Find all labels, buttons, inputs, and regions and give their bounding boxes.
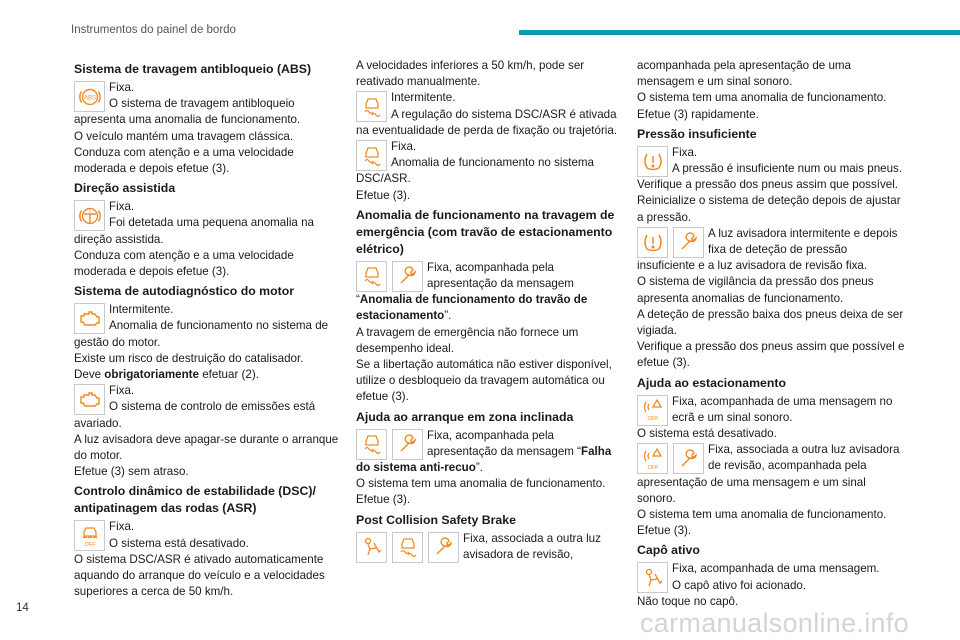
column-2: A velocidades inferiores a 50 km/h, pode ser reativado manualmente. Intermitente. A regulação do sistema DSC/ASR é ativada na eventualidade de perda de fixação ou trajetória. Fixa. Anomalia de funcionamento no sistema DSC/ASR. Efetue (3). Anomalia de funcionamento na travagem de emergência (com travão de estacionamento elétrico) Fixa, acompanhada pela apresentação da mensagem “Anomalia de funcionamento do travão de estacionamento”. A travagem de emergência não fornece um desempenho ideal. Se a libertação automática não estiver disponível, utilize o desbloqueio da travagem automática ou efetue (3). Ajuda ao arranque em zona inclinada Fixa, acompanhada pela apresentação da mensagem “Falha do sistema anti-recuo”. O sistema tem uma anomalia de funcionamento. Efetue (3). Post Collision Safety Brake Fixa, associada a outra luz avisadora de revisão,: [356, 58, 618, 563]
dsc-skid-icon: [356, 429, 387, 460]
person-brake-icon: [356, 532, 387, 563]
heading-dsc: Controlo dinâmico de estabilidade (DSC)/ antipatinagem das rodas (ASR): [74, 484, 316, 516]
heading-abs: Sistema de travagem antibloqueio (ABS): [74, 62, 312, 76]
entry-hill-start: Fixa, acompanhada pela apresentação da mensagem “Falha: [356, 428, 618, 460]
wrench-service-icon: [428, 532, 459, 563]
park-assist-off-icon: [637, 395, 668, 426]
heading-park-assist: Ajuda ao estacionamento: [637, 375, 786, 390]
abs-warning-icon: [74, 81, 105, 112]
entry-dsc-fault: Fixa. Anomalia de funcionamento no sistema: [356, 139, 618, 171]
entry-engine-flashing: Intermitente. Anomalia de funcionamento no sistema de: [74, 302, 342, 334]
entry-abs: Fixa. O sistema de travagem antibloqueio: [74, 80, 342, 112]
abs-description: apresenta uma anomalia de funcionamento. O veículo mantém uma travagem clássica. Conduza com atenção e a uma velocidade moderada e depois efetue (3).: [74, 113, 301, 176]
wrench-service-icon: [392, 261, 423, 292]
entry-post-collision: Fixa, associada a outra luz avisadora de revisão,: [356, 531, 618, 563]
dsc-skid-icon: [356, 261, 387, 292]
wrench-service-icon: [673, 227, 704, 258]
entry-active-hood: Fixa, acompanhada de uma mensagem. O capô ativo foi acionado.: [637, 561, 905, 593]
dsc-off-icon: [74, 520, 105, 551]
heading-engine-diagnosis: Sistema de autodiagnóstico do motor: [74, 284, 294, 299]
power-steering-warning-icon: [74, 200, 105, 231]
entry-dsc-off: Fixa. O sistema está desativado.: [74, 519, 342, 551]
entry-park-fault: Fixa, associada a outra luz avisadora de revisão, acompanhada pela: [637, 442, 905, 474]
running-header: Instrumentos do painel de bordo: [71, 24, 236, 36]
dsc-skid-icon: [356, 91, 387, 122]
entry-engine-fixed: Fixa. O sistema de controlo de emissões está: [74, 383, 342, 415]
tyre-pressure-icon: [637, 146, 668, 177]
wrench-service-icon: [392, 429, 423, 460]
heading-active-hood: Capô ativo: [637, 543, 700, 558]
entry-park-off: Fixa, acompanhada de uma mensagem no ecrã e um sinal sonoro.: [637, 394, 905, 426]
dsc-skid-icon: [356, 140, 387, 171]
page-number: 14: [16, 602, 29, 614]
column-3: acompanhada pela apresentação de uma mensagem e um sinal sonoro. O sistema tem uma anomalia de funcionamento. Efetue (3) rapidamente. Pressão insuficiente Fixa. A pressão é insuficiente num ou mais pneus. Verifique a pressão dos pneus assim que possível. Reinicialize o sistema de deteção depois de ajustar a pressão. A luz avisadora intermitente e depois fixa de deteção de pressão insuficiente e a luz avisadora de revisão fixa. O sistema de vigilância da pressão dos pneus apresenta anomalias de funcionamento. A deteção de pressão baixa dos pneus deixa de ser vigiada. Verifique a pressão dos pneus assim que possível e efetue (3). Ajuda ao estacionamento Fixa, acompanhada de uma mensagem no ecrã e um sinal sonoro. O sistema está desativado. Fixa, associada a outra luz avisadora de revisão, acompanhada pela apresentação de uma mensagem e um sinal sonoro. O sistema tem uma anomalia de funcionamento. Efetue (3). Capô ativo Fixa, acompanhada de uma mensagem. O capô ativo foi acionado. Não toque no capô.: [637, 59, 905, 608]
entry-steering: Fixa. Foi detetada uma pequena anomalia na: [74, 199, 342, 231]
header-accent-bar: [519, 30, 960, 35]
entry-dsc-flashing: Intermitente. A regulação do sistema DSC/ASR é ativada: [356, 90, 618, 122]
entry-emergency-brake: Fixa, acompanhada pela apresentação da mensagem: [356, 260, 618, 292]
column-1: Sistema de travagem antibloqueio (ABS) Fixa. O sistema de travagem antibloqueio apresenta uma anomalia de funcionamento. O veículo mantém uma travagem clássica. Conduza com atenção e a uma velocidade moderada e depois efetue (3). Direção assistida Fixa. Foi detetada uma pequena anomalia na direção assistida. Conduza com atenção e a uma velocidade moderada e depois efetue (3). Sistema de autodiagnóstico do motor Intermitente. Anomalia de funcionamento no sistema de gestão do motor. Existe um risco de destruição do catalisador. Deve obrigatoriamente efetuar (2). Fixa. O sistema de controlo de emissões está avariado. A luz avisadora deve apagar-se durante o arranque do motor. Efetue (3) sem atraso. Controlo dinâmico de estabilidade (DSC)/ antipatinagem das rodas (ASR) Fixa. O sistema está desativado. O sistema DSC/ASR é ativado automaticamente aquando do arranque do veículo e a velocidades superiores a cerca de 50 km/h.: [74, 58, 342, 600]
heading-hill-start: Ajuda ao arranque em zona inclinada: [356, 409, 574, 424]
wrench-service-icon: [673, 443, 704, 474]
engine-warning-icon: [74, 384, 105, 415]
park-assist-off-icon: [637, 443, 668, 474]
engine-warning-icon: [74, 303, 105, 334]
entry-tyre-pressure: Fixa. A pressão é insuficiente num ou mais pneus.: [637, 145, 905, 177]
steering-description: direção assistida. Conduza com atenção e a uma velocidade moderada e depois efetue (3).: [74, 232, 294, 279]
heading-emergency-brake: Anomalia de funcionamento na travagem de emergência (com travão de estacionamento elétrico): [356, 207, 615, 256]
dsc-skid-icon: [392, 532, 423, 563]
pedestrian-hood-icon: [637, 562, 668, 593]
entry-tyre-fault: A luz avisadora intermitente e depois fixa de deteção de pressão: [637, 226, 905, 258]
watermark: carmanualsonline.info: [640, 608, 909, 638]
tyre-pressure-icon: [637, 227, 668, 258]
heading-steering: Direção assistida: [74, 181, 176, 196]
heading-post-collision: Post Collision Safety Brake: [356, 512, 516, 527]
heading-tyre-pressure: Pressão insuficiente: [637, 126, 757, 141]
